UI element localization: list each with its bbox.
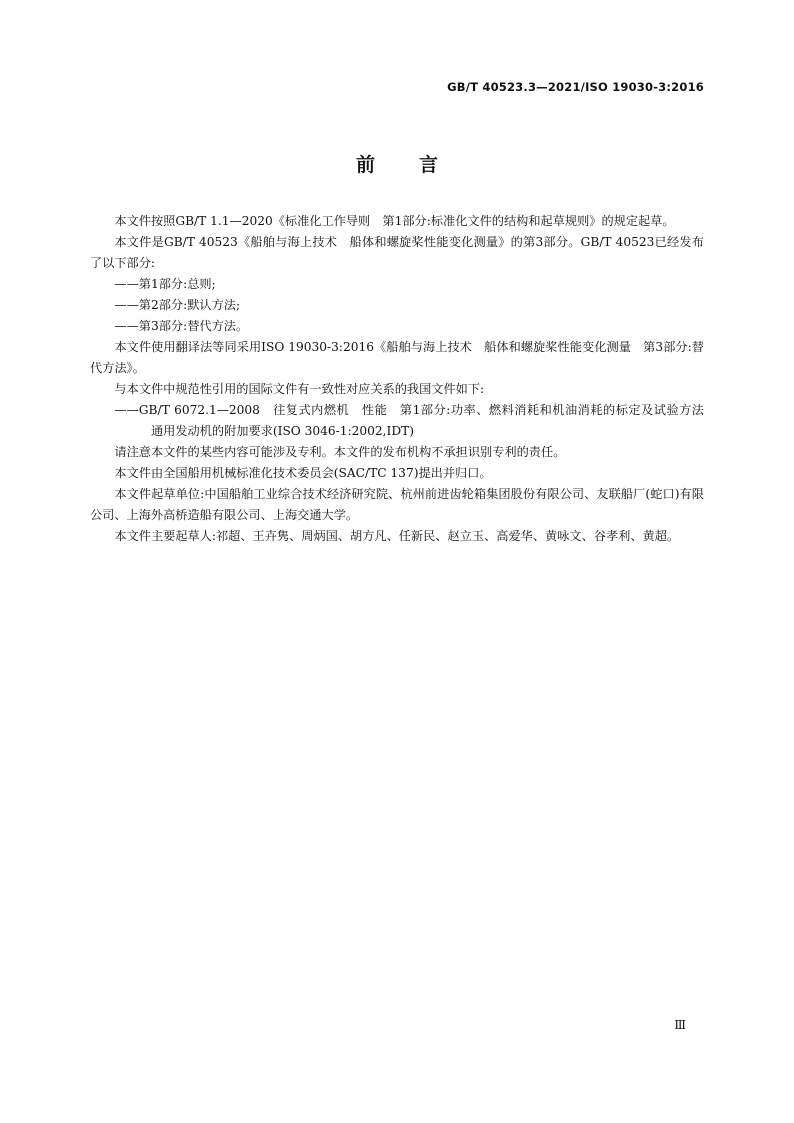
list-item-part-1: ——第1部分:总则; xyxy=(114,277,216,291)
paragraph-series-intro: 本文件是GB/T 40523《船舶与海上技术 船体和螺旋桨性能变化测量》的第3部分。GB/T 40523已经发布了以下部分: xyxy=(90,235,704,270)
paragraph-patent-notice: 请注意本文件的某些内容可能涉及专利。本文件的发布机构不承担识别专利的责任。 xyxy=(114,445,566,459)
standard-code-header: GB/T 40523.3—2021/ISO 19030-3:2016 xyxy=(447,80,704,94)
list-item-reference: ——GB/T 6072.1—2008 往复式内燃机 性能 第1部分:功率、燃料消耗和机油消耗的标定及试验方法 通用发动机的附加要求(ISO 3046-1:2002,IDT) xyxy=(114,403,717,438)
document-body xyxy=(90,211,717,547)
paragraph-drafting-rules: 本文件按照GB/T 1.1—2020《标准化工作导则 第1部分:标准化文件的结构和起草规则》的规定起草。 xyxy=(114,214,675,228)
paragraph-drafters: 本文件主要起草人:祁超、王卉隽、周炳国、胡方凡、任新民、赵立玉、高爱华、黄咏文、谷孝利、黄超。 xyxy=(114,529,680,543)
paragraph-drafting-units: 本文件起草单位:中国船舶工业综合技术经济研究院、杭州前进齿轮箱集团股份有限公司、友联船厂(蛇口)有限公司、上海外高桥造船有限公司、上海交通大学。 xyxy=(90,487,704,522)
page-number: Ⅲ xyxy=(674,1018,686,1032)
list-item-part-2: ——第2部分:默认方法; xyxy=(114,298,241,312)
paragraph-committee: 本文件由全国船用机械标准化技术委员会(SAC/TC 137)提出并归口。 xyxy=(114,466,492,480)
paragraph-translation: 本文件使用翻译法等同采用ISO 19030-3:2016《船舶与海上技术 船体和螺旋桨性能变化测量 第3部分:替代方法》。 xyxy=(90,340,704,375)
paragraph-references-intro: 与本文件中规范性引用的国际文件有一致性对应关系的我国文件如下: xyxy=(114,382,485,396)
list-item-part-3: ——第3部分:替代方法。 xyxy=(114,319,249,333)
page-title: 前言 xyxy=(355,154,482,176)
